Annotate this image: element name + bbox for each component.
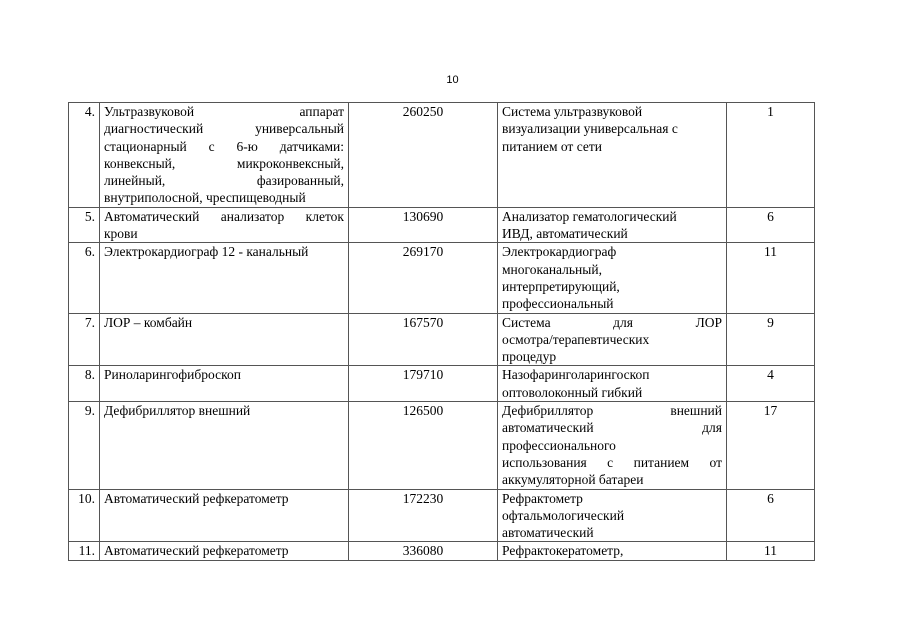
equipment-table (68, 102, 815, 561)
nomenclature-description-line: профессиональный (502, 296, 614, 312)
table-row (69, 366, 815, 402)
quantity: 4 (727, 366, 815, 402)
nomenclature-description-line: Анализатор гематологический (502, 208, 677, 224)
quantity: 17 (727, 402, 815, 489)
table-row (69, 489, 815, 542)
nomenclature-code: 172230 (349, 489, 498, 542)
nomenclature-code: 179710 (349, 366, 498, 402)
nomenclature-description-line: интерпретирующий, (502, 278, 620, 294)
nomenclature-description-line: использования с питанием от (502, 454, 722, 470)
nomenclature-description (498, 103, 727, 208)
nomenclature-description-line: Дефибриллятор внешний (502, 403, 722, 419)
nomenclature-description-line: Назофаринголарингоскоп (502, 367, 650, 383)
nomenclature-description (498, 207, 727, 243)
nomenclature-description-line: профессионального (502, 437, 616, 453)
page-number: 10 (446, 74, 459, 86)
nomenclature-description-line: многоканальный, (502, 261, 602, 277)
nomenclature-description-line: автоматический (502, 525, 594, 541)
nomenclature-description-line: Система ультразвуковой (502, 104, 643, 119)
nomenclature-code: 130690 (349, 207, 498, 243)
nomenclature-code: 260250 (349, 103, 498, 208)
quantity: 11 (727, 243, 815, 313)
nomenclature-description-line: процедур (502, 349, 557, 365)
nomenclature-description-line: аккумуляторной батареи (502, 472, 644, 488)
table-row (69, 243, 815, 313)
equipment-name (100, 489, 349, 542)
row-number: 4. (69, 103, 100, 208)
equipment-name-line: крови (104, 226, 138, 242)
row-number: 8. (69, 366, 100, 402)
nomenclature-description (498, 489, 727, 542)
equipment-name-line: Автоматический рефкератометр (104, 490, 289, 506)
nomenclature-code: 269170 (349, 243, 498, 313)
table-row (69, 402, 815, 489)
equipment-name-line: Риноларингофиброскоп (104, 367, 241, 383)
equipment-name-line: Электрокардиограф 12 - канальный (104, 244, 309, 260)
nomenclature-description (498, 542, 727, 560)
nomenclature-description-line: офтальмологический (502, 507, 625, 523)
nomenclature-description-line: Рефрактометр (502, 490, 583, 506)
row-number: 7. (69, 313, 100, 366)
nomenclature-description (498, 366, 727, 402)
quantity: 1 (727, 103, 815, 208)
equipment-name (100, 366, 349, 402)
nomenclature-description-line: Рефрактокератометр, (502, 543, 624, 559)
row-number: 10. (69, 489, 100, 542)
nomenclature-description-line: Система для ЛОР (502, 314, 722, 330)
equipment-name-line: Дефибриллятор внешний (104, 403, 251, 419)
equipment-name-line: линейный, фазированный, (104, 173, 344, 189)
row-number: 6. (69, 243, 100, 313)
equipment-name (100, 207, 349, 243)
quantity: 6 (727, 207, 815, 243)
nomenclature-description-line: ИВД, автоматический (502, 226, 628, 242)
equipment-name-line: внутриполосной, чреспищеводный (104, 190, 306, 206)
nomenclature-description (498, 313, 727, 366)
row-number: 11. (69, 542, 100, 560)
equipment-name (100, 313, 349, 366)
equipment-name (100, 243, 349, 313)
nomenclature-description-line: питанием от сети (502, 138, 602, 154)
equipment-name (100, 542, 349, 560)
table-row (69, 313, 815, 366)
equipment-name-line: Ультразвуковой аппарат (104, 104, 344, 119)
table-row (69, 103, 815, 208)
nomenclature-description-line: визуализации универсальная с (502, 121, 678, 137)
nomenclature-code: 336080 (349, 542, 498, 560)
equipment-name-line: диагностический универсальный (104, 121, 344, 137)
nomenclature-code: 126500 (349, 402, 498, 489)
quantity: 6 (727, 489, 815, 542)
table-row (69, 542, 815, 560)
nomenclature-description-line: Электрокардиограф (502, 244, 617, 260)
equipment-name-line: Автоматический рефкератометр (104, 543, 289, 559)
nomenclature-description (498, 243, 727, 313)
nomenclature-description-line: осмотра/терапевтических (502, 331, 650, 347)
quantity: 9 (727, 313, 815, 366)
equipment-name-line: конвексный, микроконвексный, (104, 155, 344, 171)
table-row (69, 207, 815, 243)
nomenclature-description-line: автоматический для (502, 420, 722, 436)
nomenclature-description (498, 402, 727, 489)
row-number: 9. (69, 402, 100, 489)
quantity: 11 (727, 542, 815, 560)
equipment-name-line: стационарный с 6-ю датчиками: (104, 138, 344, 154)
table-body (69, 103, 815, 561)
nomenclature-code: 167570 (349, 313, 498, 366)
nomenclature-description-line: оптоволоконный гибкий (502, 384, 643, 400)
equipment-name-line: Автоматический анализатор клеток (104, 208, 344, 224)
equipment-name (100, 402, 349, 489)
equipment-name-line: ЛОР – комбайн (104, 314, 193, 330)
row-number: 5. (69, 207, 100, 243)
equipment-name (100, 103, 349, 208)
